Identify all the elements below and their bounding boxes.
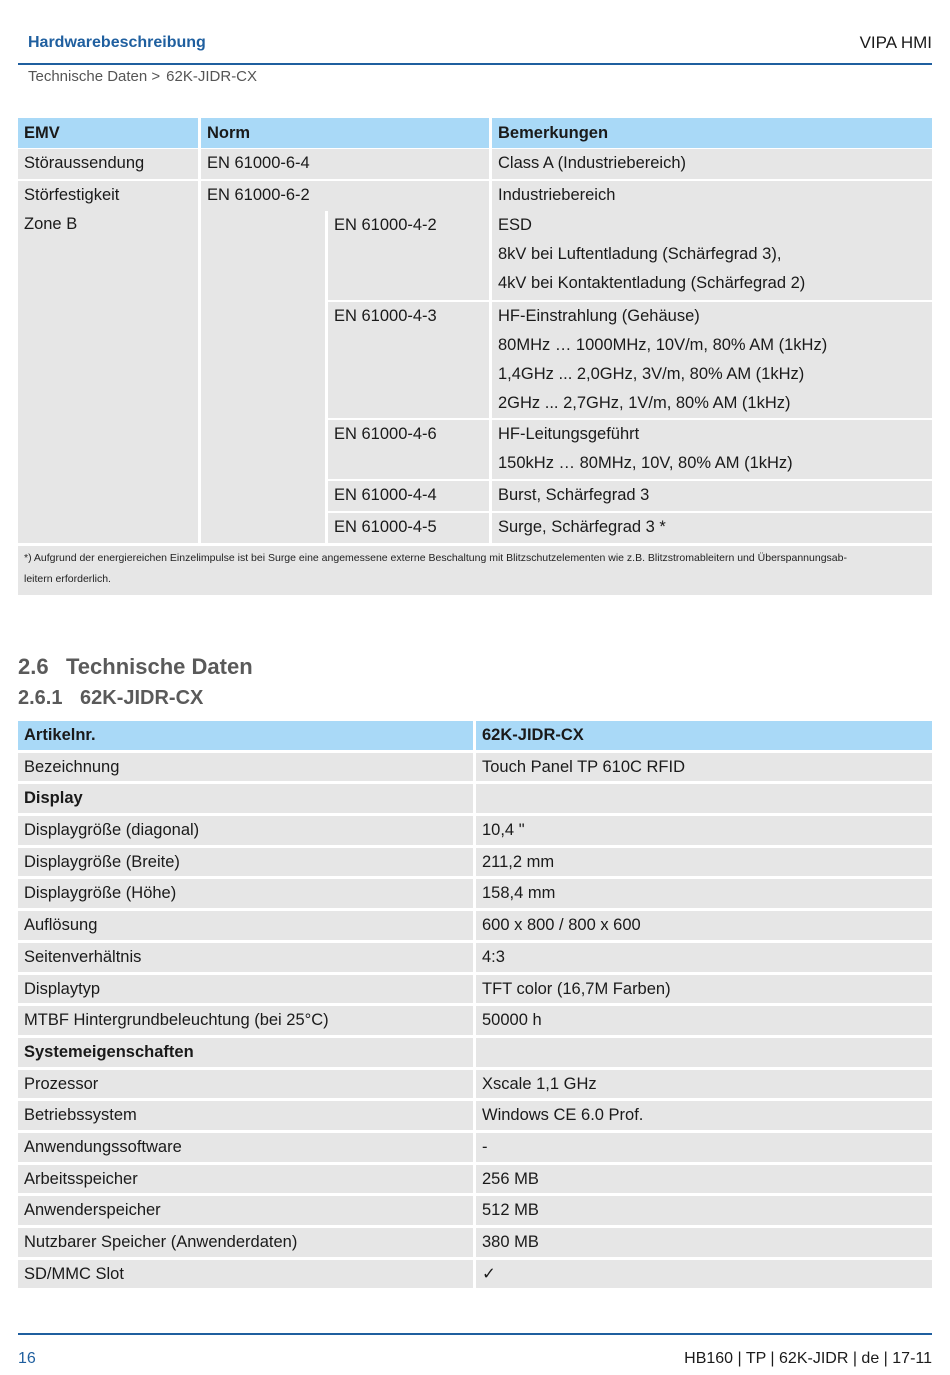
table-row <box>18 943 932 975</box>
table-row <box>18 911 932 943</box>
zone-norm: EN 61000-4-3 <box>328 302 489 418</box>
zone-remark-line: ESD <box>498 216 532 234</box>
spec-label: Auflösung <box>18 911 473 940</box>
zone-remark-line: HF-Einstrahlung (Gehäuse) <box>498 307 700 325</box>
spec-label: MTBF Hintergrundbeleuchtung (bei 25°C) <box>18 1006 473 1035</box>
zone-remark <box>492 420 932 479</box>
table-row <box>18 1070 932 1102</box>
spec-label: SD/MMC Slot <box>18 1260 473 1289</box>
zone-remark-line: 8kV bei Luftentladung (Schärfegrad 3), <box>498 245 782 263</box>
zone-remark-line: 4kV bei Kontaktentladung (Schärfegrad 2) <box>498 274 806 292</box>
emv-row-norm: EN 61000-6-4 <box>201 149 489 179</box>
spec-label: Displaygröße (diagonal) <box>18 816 473 845</box>
spec-header-label: Artikelnr. <box>18 721 473 750</box>
subsection-title: 62K-JIDR-CX <box>80 687 204 709</box>
zone-remark-line: 150kHz … 80MHz, 10V, 80% AM (1kHz) <box>498 454 793 472</box>
footer-divider <box>18 1333 932 1335</box>
spec-label: Displaygröße (Breite) <box>18 848 473 877</box>
section-number: 2.6 <box>18 654 49 679</box>
spec-value: 50000 h <box>476 1006 932 1035</box>
table-row <box>18 1038 932 1070</box>
spec-label: Nutzbarer Speicher (Anwenderdaten) <box>18 1228 473 1257</box>
page-number: 16 <box>18 1350 36 1367</box>
zone-remark <box>492 211 932 300</box>
table-row <box>18 975 932 1007</box>
spec-value: 600 x 800 / 800 x 600 <box>476 911 932 940</box>
footnote-line: *) Aufgrund der energiereichen Einzelimpulse ist bei Surge eine angemessene externe Beschaltung mit Blitzschutzelementen wie z.B. Blitzstromableitern und Überspannungsab- <box>24 552 847 564</box>
footnote-line: leitern erforderlich. <box>24 573 111 585</box>
spec-label: Arbeitsspeicher <box>18 1165 473 1194</box>
zone-remark <box>492 302 932 418</box>
table-row <box>18 848 932 880</box>
spec-value: Xscale 1,1 GHz <box>476 1070 932 1099</box>
section-header: Hardwarebeschreibung <box>28 34 206 51</box>
zone-norm: EN 61000-4-5 <box>328 513 489 543</box>
spec-label: Prozessor <box>18 1070 473 1099</box>
table-row <box>18 1133 932 1165</box>
zone-remark-line: 80MHz … 1000MHz, 10V/m, 80% AM (1kHz) <box>498 336 828 354</box>
emv-header-emv: EMV <box>18 118 198 148</box>
spec-value: 10,4 " <box>476 816 932 845</box>
spec-value: 380 MB <box>476 1228 932 1257</box>
emv-row-label-group <box>18 181 198 543</box>
breadcrumb-item[interactable]: Technische Daten > <box>28 68 161 85</box>
spec-label: Displaytyp <box>18 975 473 1004</box>
product-name: VIPA HMI <box>859 33 932 52</box>
spec-header-row <box>18 721 932 753</box>
emv-row-norm: EN 61000-6-2 <box>201 181 489 211</box>
emv-row-remark: Industriebereich <box>492 181 932 211</box>
spec-table <box>18 721 932 1291</box>
spec-label: Anwenderspeicher <box>18 1196 473 1225</box>
zone-remark-line: HF-Leitungsgeführt <box>498 425 640 443</box>
spec-value: 512 MB <box>476 1196 932 1225</box>
spec-value: 158,4 mm <box>476 879 932 908</box>
table-row <box>18 1228 932 1260</box>
table-row <box>18 1165 932 1197</box>
table-row <box>18 1196 932 1228</box>
table-row <box>18 1006 932 1038</box>
spec-value <box>476 1038 932 1067</box>
spec-value: 4:3 <box>476 943 932 972</box>
spec-label: Systemeigenschaften <box>18 1038 473 1067</box>
spec-value: Windows CE 6.0 Prof. <box>476 1101 932 1130</box>
emv-header-norm: Norm <box>201 118 489 148</box>
breadcrumb <box>28 68 263 85</box>
emv-footnote <box>18 546 932 595</box>
breadcrumb-item[interactable]: 62K-JIDR-CX <box>166 68 258 85</box>
zone-remark-line: 1,4GHz ... 2,0GHz, 3V/m, 80% AM (1kHz) <box>498 365 805 383</box>
spec-value: - <box>476 1133 932 1162</box>
table-row <box>18 1101 932 1133</box>
spec-header-value: 62K-JIDR-CX <box>476 721 932 750</box>
table-row <box>18 879 932 911</box>
spec-value: Touch Panel TP 610C RFID <box>476 753 932 782</box>
table-row <box>18 753 932 785</box>
emv-row-label: Störaussendung <box>18 149 198 179</box>
spec-label: Seitenverhältnis <box>18 943 473 972</box>
spec-value: 211,2 mm <box>476 848 932 877</box>
spec-label: Anwendungssoftware <box>18 1133 473 1162</box>
zone-norm: EN 61000-4-2 <box>328 211 489 300</box>
section-title: Technische Daten <box>66 654 253 679</box>
zone-remark-line: 2GHz ... 2,7GHz, 1V/m, 80% AM (1kHz) <box>498 394 791 412</box>
subsection-number: 2.6.1 <box>18 687 63 709</box>
spec-label: Displaygröße (Höhe) <box>18 879 473 908</box>
spec-label: Betriebssystem <box>18 1101 473 1130</box>
zone-label: Zone B <box>24 215 78 233</box>
header-divider <box>18 63 932 65</box>
table-row <box>18 784 932 816</box>
emv-row-label: Störfestigkeit <box>24 186 120 204</box>
spec-label: Bezeichnung <box>18 753 473 782</box>
emv-header-remarks: Bemerkungen <box>492 118 932 148</box>
spec-value <box>476 784 932 813</box>
zone-norm: EN 61000-4-6 <box>328 420 489 479</box>
table-row <box>18 816 932 848</box>
zone-remark: Burst, Schärfegrad 3 <box>492 481 932 511</box>
emv-row-remark: Class A (Industriebereich) <box>492 149 932 179</box>
subsection-heading <box>18 687 203 710</box>
table-row <box>18 1260 932 1292</box>
checkmark-icon: ✓ <box>476 1260 932 1289</box>
spec-value: TFT color (16,7M Farben) <box>476 975 932 1004</box>
zone-norm: EN 61000-4-4 <box>328 481 489 511</box>
zone-remark: Surge, Schärfegrad 3 * <box>492 513 932 543</box>
spec-label: Display <box>18 784 473 813</box>
spec-value: 256 MB <box>476 1165 932 1194</box>
emv-zone-spacer <box>201 210 325 543</box>
document-reference: HB160 | TP | 62K-JIDR | de | 17-11 <box>684 1350 932 1367</box>
section-heading <box>18 654 253 680</box>
